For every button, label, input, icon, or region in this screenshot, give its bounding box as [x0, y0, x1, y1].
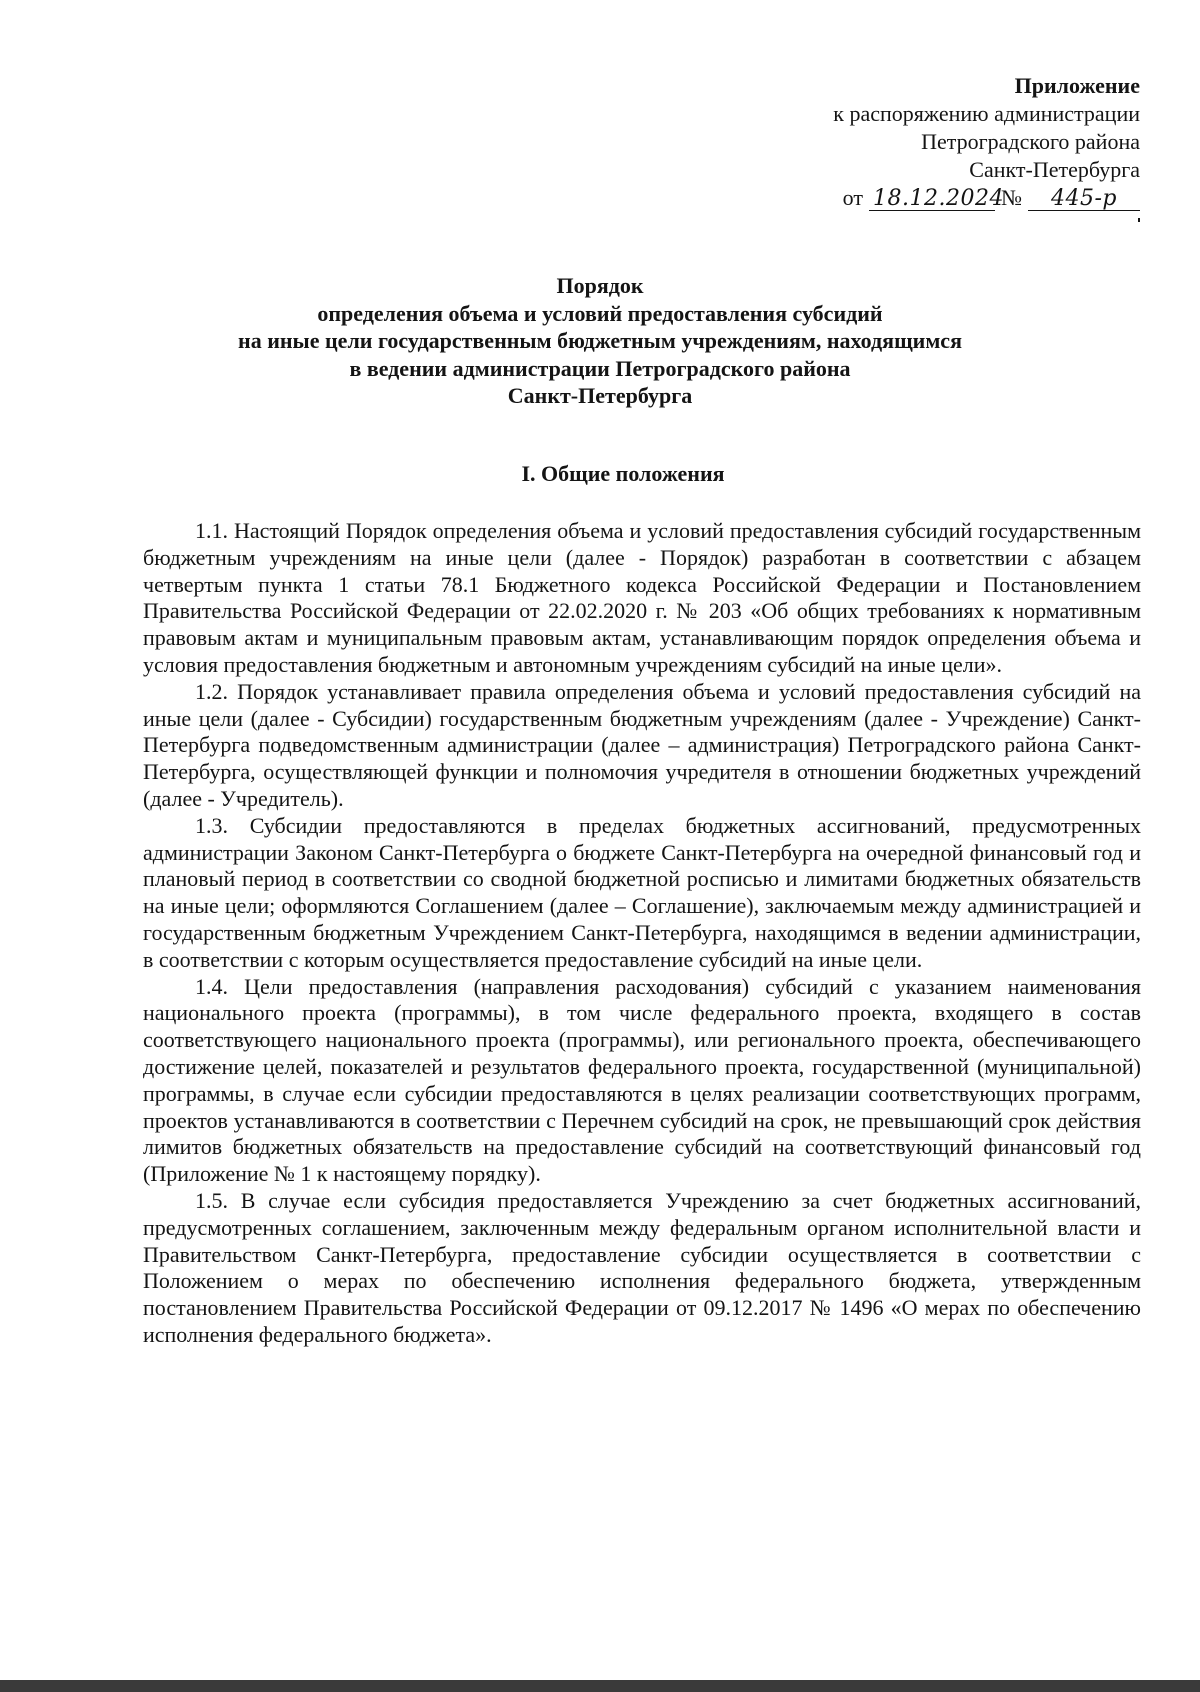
header-line-2: Петроградского района — [921, 129, 1140, 154]
appendix-header — [833, 72, 1140, 212]
paragraph-1-4: 1.4. Цели предоставления (направления расходования) субсидий с указанием наименования национального проекта (программы), в том числе федерального проекта, входящего в состав соответствующего национального проекта (программы), или регионального проекта, обеспечивающего достижение целей, показателей и результатов федерального проекта, государственной (муниципальной) программы, в случае если субсидии предоставляются в целях реализации соответствующих программ, проектов устанавливаются в соответствии с Перечнем субсидий на срок, не превышающий срок действия лимитов бюджетных обязательств на предоставление субсидий на соответствующий финансовый год (Приложение № 1 к настоящему порядку). — [143, 973, 1141, 1187]
document-body — [143, 518, 1141, 1349]
document-title — [0, 272, 1200, 410]
scan-mark — [1138, 218, 1140, 222]
number-sign: № — [1001, 185, 1022, 210]
section-heading: I. Общие положения — [521, 461, 725, 486]
title-line-2: определения объема и условий предоставления субсидий — [317, 300, 883, 326]
paragraph-1-3: 1.3. Субсидии предоставляются в пределах бюджетных ассигнований, предусмотренных администрации Законом Санкт-Петербурга о бюджете Санкт-Петербурга на очередной финансовый год и плановый период в соответствии со сводной бюджетной росписью и лимитами бюджетных обязательств на иные цели; оформляются Соглашением (далее – Соглашение), заключаемым между администрацией и государственным бюджетным Учреждением Санкт-Петербурга, находящимся в ведении администрации, в соответствии с которым осуществляется предоставление субсидий на иные цели. — [143, 812, 1141, 972]
appendix-label: Приложение — [1014, 73, 1140, 98]
handwritten-date: 18.12.2024 — [869, 188, 995, 211]
header-line-1: к распоряжению администрации — [833, 101, 1140, 126]
paragraph-1-2: 1.2. Порядок устанавливает правила определения объема и условий предоставления субсидий на иные цели (далее - Субсидии) государственным бюджетным учреждениям (далее - Учреждение) Санкт-Петербурга подведомственным администрации (далее – администрация) Петроградского района Санкт-Петербурга, осуществляющей функции и полномочия учредителя в отношении бюджетных учреждений (далее - Учредитель). — [143, 678, 1141, 811]
title-line-5: Санкт-Петербурга — [507, 383, 693, 408]
paragraph-1-1: 1.1. Настоящий Порядок определения объема и условий предоставления субсидий государственным бюджетным учреждениям на иные цели (далее - Порядок) разработан в соответствии с абзацем четвертым пункта 1 статьи 78.1 Бюджетного кодекса Российской Федерации и Постановлением Правительства Российской Федерации от 22.02.2020 г. № 203 «Об общих требованиях к нормативным правовым актам и муниципальным правовым актам, устанавливающим порядок определения объема и условия предоставления бюджетным и автономным учреждениям субсидий на иные цели». — [143, 518, 1141, 677]
date-prefix: от — [842, 185, 863, 210]
title-line-3: на иные цели государственным бюджетным учреждениям, находящимся — [238, 328, 962, 353]
title-line-1: Порядок — [556, 273, 644, 298]
header-line-3: Санкт-Петербурга — [969, 157, 1140, 182]
handwritten-number: 445-р — [1028, 188, 1140, 211]
paragraph-1-5: 1.5. В случае если субсидия предоставляется Учреждению за счет бюджетных ассигнований, предусмотренных соглашением, заключенным между федеральным органом исполнительной власти и Правительством Санкт-Петербурга, предоставление субсидии осуществляется в соответствии с Положением о мерах по обеспечению исполнения федерального бюджета, утвержденным постановлением Правительства Российской Федерации от 09.12.2017 № 1496 «О мерах по обеспечению исполнения федерального бюджета». — [143, 1187, 1141, 1347]
scan-edge-bar — [0, 1680, 1200, 1692]
title-line-4: в ведении администрации Петроградского района — [349, 355, 851, 381]
document-reference — [833, 184, 1140, 212]
